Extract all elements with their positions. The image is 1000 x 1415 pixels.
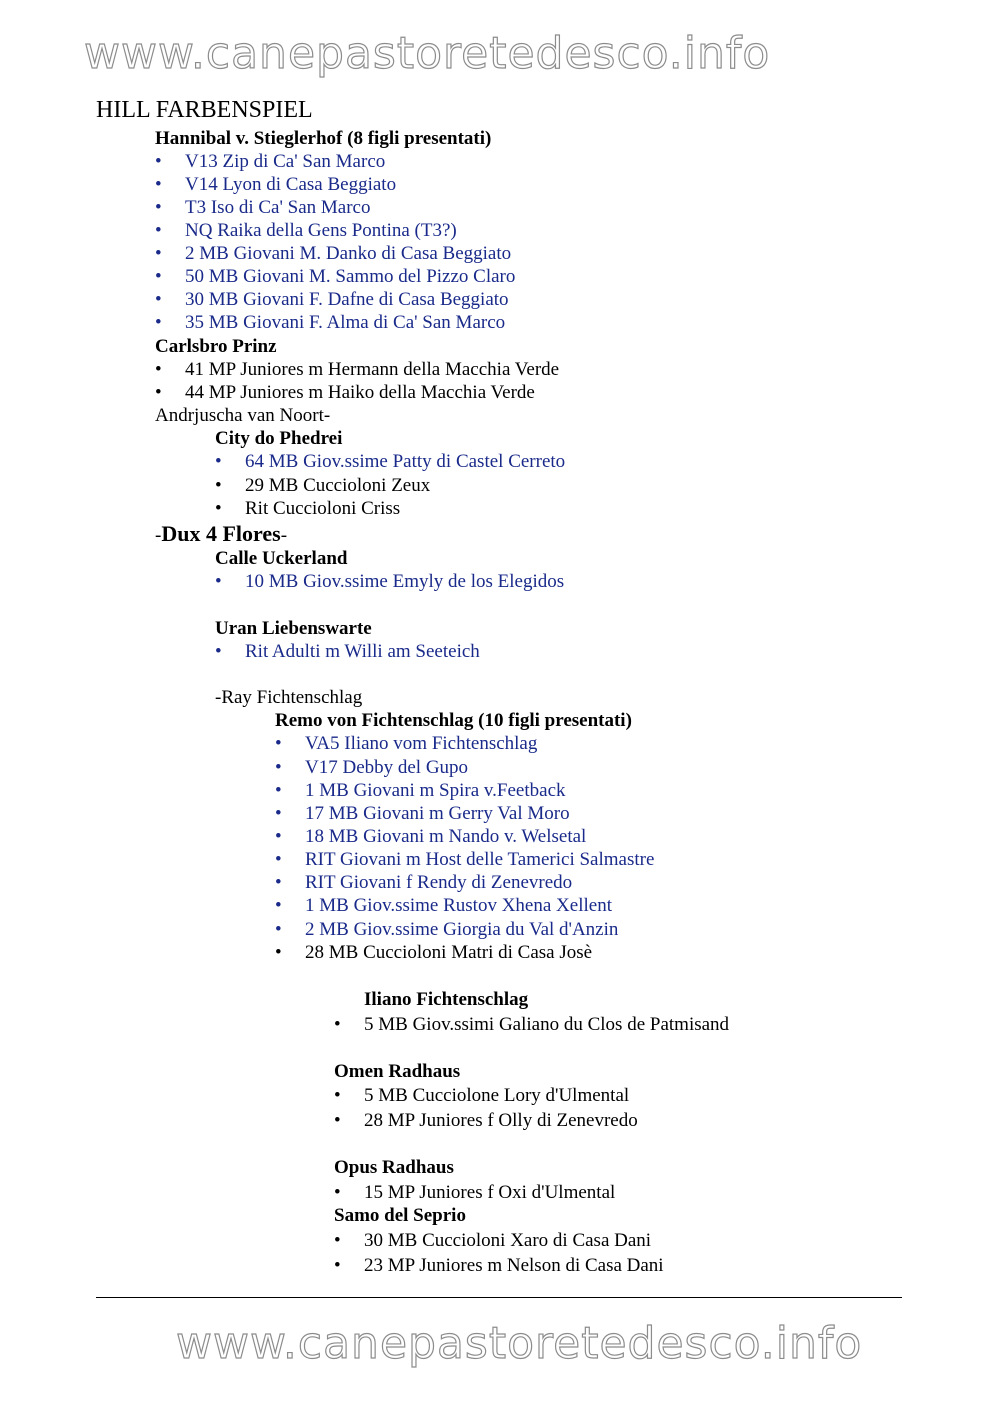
list-item [275, 871, 572, 894]
bullet-icon: • [155, 359, 162, 380]
line-text: 18 MB Giovani m Nando v. Welsetal [305, 826, 587, 847]
list-item [155, 288, 509, 311]
bullet-icon: • [275, 849, 282, 870]
line-text: Rit Cuccioloni Criss [245, 498, 401, 519]
list-item [155, 242, 511, 265]
line-text: V14 Lyon di Casa Beggiato [185, 174, 397, 195]
list-item [275, 825, 586, 848]
lineage-label [215, 686, 362, 709]
line-text: 23 MP Juniores m Nelson di Casa Dani [364, 1255, 664, 1276]
sire-heading [334, 1156, 454, 1179]
list-item [275, 802, 570, 825]
line-text: Remo von Fichtenschlag (10 figli presentati) [275, 710, 632, 731]
list-item [275, 918, 618, 941]
bullet-icon: • [334, 1110, 341, 1131]
list-item [155, 219, 457, 242]
sire-heading [334, 1060, 460, 1083]
list-item [275, 756, 468, 779]
list-item [275, 848, 654, 871]
list-item [334, 1084, 629, 1107]
line-text: T3 Iso di Ca' San Marco [185, 197, 371, 218]
list-item [155, 196, 370, 219]
watermark-top: www.canepastoretedesco.info [84, 28, 771, 79]
line-text: Dux 4 Flores [161, 521, 281, 546]
line-text: 1 MB Giovani m Spira v.Feetback [305, 780, 566, 801]
line-text: Andrjuscha van Noort- [155, 405, 331, 426]
sire-heading [155, 335, 277, 358]
bullet-icon: • [155, 312, 162, 333]
sire-heading [215, 427, 342, 450]
line-text: 10 MB Giov.ssime Emyly de los Elegidos [245, 571, 565, 592]
sire-heading [334, 1204, 466, 1227]
document-title: HILL FARBENSPIEL [96, 97, 313, 123]
line-text: 2 MB Giov.ssime Giorgia du Val d'Anzin [305, 919, 619, 940]
line-text: 41 MP Juniores m Hermann della Macchia Verde [185, 359, 560, 380]
line-text: RIT Giovani m Host delle Tamerici Salmastre [305, 849, 655, 870]
bullet-icon: • [215, 475, 222, 496]
list-item [155, 150, 385, 173]
list-item [334, 1229, 651, 1252]
line-text: 5 MB Giov.ssimi Galiano du Clos de Patmisand [364, 1014, 730, 1035]
line-text: 28 MP Juniores f Olly di Zenevredo [364, 1110, 638, 1131]
list-item [275, 779, 566, 802]
line-text: Calle Uckerland [215, 548, 348, 569]
list-item [275, 732, 537, 755]
line-text: NQ Raika della Gens Pontina (T3?) [185, 220, 457, 241]
dash-suffix: - [280, 525, 288, 546]
bullet-icon: • [334, 1182, 341, 1203]
line-text: 30 MB Cuccioloni Xaro di Casa Dani [364, 1230, 652, 1251]
line-text: Omen Radhaus [334, 1061, 461, 1082]
line-text: Carlsbro Prinz [155, 336, 277, 357]
list-item [155, 173, 396, 196]
bullet-icon: • [155, 243, 162, 264]
line-text: V13 Zip di Ca' San Marco [185, 151, 386, 172]
sire-heading [215, 617, 372, 640]
bullet-icon: • [275, 826, 282, 847]
bullet-icon: • [215, 498, 222, 519]
list-item [215, 450, 565, 473]
bullet-icon: • [155, 220, 162, 241]
list-item [215, 497, 400, 520]
line-text: 64 MB Giov.ssime Patty di Castel Cerreto [245, 451, 566, 472]
line-text: Uran Liebenswarte [215, 618, 372, 639]
bullet-icon: • [275, 895, 282, 916]
footer-divider [96, 1297, 902, 1298]
bullet-icon: • [155, 382, 162, 403]
line-text: 15 MP Juniores f Oxi d'Ulmental [364, 1182, 616, 1203]
bullet-icon: • [155, 266, 162, 287]
bullet-icon: • [275, 942, 282, 963]
lineage-label [155, 404, 330, 427]
list-item [215, 570, 564, 593]
line-text: 2 MB Giovani M. Danko di Casa Beggiato [185, 243, 512, 264]
list-item [334, 1181, 615, 1204]
bullet-icon: • [334, 1085, 341, 1106]
line-text: 28 MB Cuccioloni Matri di Casa Josè [305, 942, 593, 963]
bullet-icon: • [334, 1230, 341, 1251]
lineage-label [155, 522, 287, 547]
bullet-icon: • [155, 197, 162, 218]
line-text: Hannibal v. Stieglerhof (8 figli presentati) [155, 128, 492, 149]
line-text: Opus Radhaus [334, 1157, 454, 1178]
line-text: Iliano Fichtenschlag [364, 989, 529, 1010]
list-item [334, 1013, 729, 1036]
line-text: Rit Adulti m Willi am Seeteich [245, 641, 480, 662]
line-text: 44 MP Juniores m Haiko della Macchia Verde [185, 382, 535, 403]
line-text: VA5 Iliano vom Fichtenschlag [305, 733, 538, 754]
bullet-icon: • [155, 151, 162, 172]
dash-prefix: - [155, 525, 162, 546]
line-text: 1 MB Giov.ssime Rustov Xhena Xellent [305, 895, 612, 916]
list-item [155, 311, 505, 334]
list-item [155, 265, 515, 288]
line-text: Samo del Seprio [334, 1205, 466, 1226]
line-text: 50 MB Giovani M. Sammo del Pizzo Claro [185, 266, 516, 287]
line-text: 35 MB Giovani F. Alma di Ca' San Marco [185, 312, 506, 333]
line-text: City do Phedrei [215, 428, 343, 449]
line-text: 30 MB Giovani F. Dafne di Casa Beggiato [185, 289, 509, 310]
sire-heading [155, 127, 491, 150]
bullet-icon: • [275, 919, 282, 940]
line-text: 17 MB Giovani m Gerry Val Moro [305, 803, 570, 824]
list-item [215, 474, 430, 497]
bullet-icon: • [215, 571, 222, 592]
line-text: RIT Giovani f Rendy di Zenevredo [305, 872, 573, 893]
list-item [215, 640, 480, 663]
bullet-icon: • [275, 780, 282, 801]
list-item [155, 358, 559, 381]
sire-heading [215, 547, 347, 570]
list-item [155, 381, 535, 404]
bullet-icon: • [275, 733, 282, 754]
line-text: -Ray Fichtenschlag [215, 687, 363, 708]
bullet-icon: • [275, 803, 282, 824]
bullet-icon: • [215, 641, 222, 662]
line-text: 5 MB Cucciolone Lory d'Ulmental [364, 1085, 630, 1106]
line-text: V17 Debby del Gupo [305, 757, 469, 778]
bullet-icon: • [334, 1014, 341, 1035]
bullet-icon: • [155, 174, 162, 195]
sire-heading [275, 709, 632, 732]
list-item [334, 1109, 638, 1132]
bullet-icon: • [155, 289, 162, 310]
sire-heading [364, 988, 528, 1011]
list-item [275, 941, 592, 964]
bullet-icon: • [275, 757, 282, 778]
line-text: 29 MB Cuccioloni Zeux [245, 475, 431, 496]
bullet-icon: • [275, 872, 282, 893]
bullet-icon: • [334, 1255, 341, 1276]
bullet-icon: • [215, 451, 222, 472]
list-item [334, 1254, 664, 1277]
watermark-bottom: www.canepastoretedesco.info [176, 1318, 863, 1369]
list-item [275, 894, 612, 917]
